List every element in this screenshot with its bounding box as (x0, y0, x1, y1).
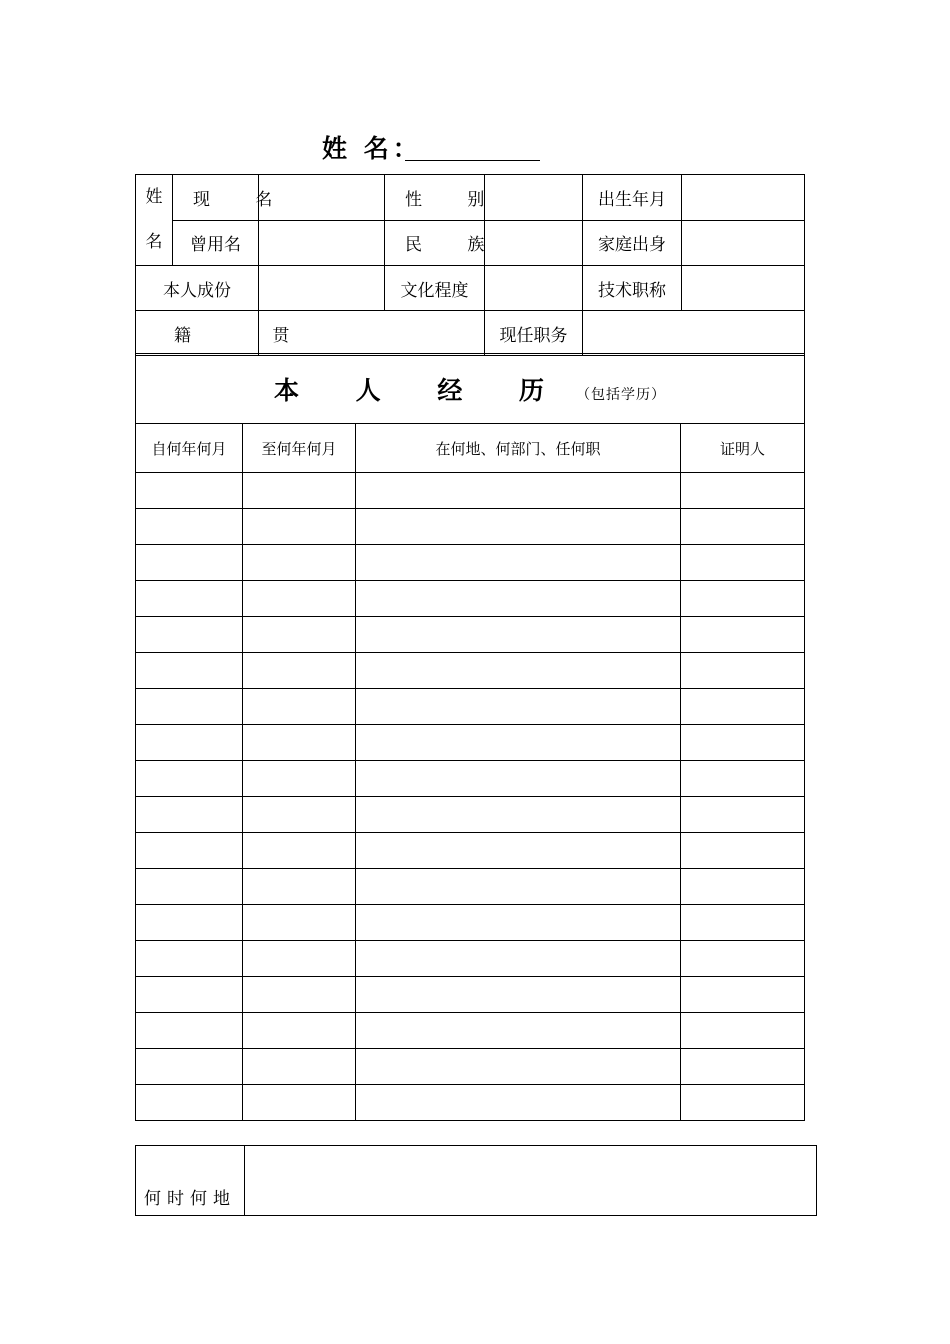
table-row (136, 545, 805, 581)
witness-cell[interactable] (681, 761, 805, 797)
to-cell[interactable] (243, 545, 356, 581)
place-dept-position-cell[interactable] (356, 1013, 681, 1049)
from-cell[interactable] (136, 941, 243, 977)
witness-cell[interactable] (681, 545, 805, 581)
place-dept-position-cell[interactable] (356, 581, 681, 617)
col-header-to: 至何年何月 (243, 424, 356, 473)
table-row (136, 1013, 805, 1049)
name-group-char-2: 名 (145, 232, 163, 252)
from-cell[interactable] (136, 1085, 243, 1121)
ethnicity-label: 民 族 (385, 220, 485, 266)
personal-status-label: 本人成份 (136, 266, 259, 311)
witness-cell[interactable] (681, 1085, 805, 1121)
education-label: 文化程度 (385, 266, 485, 311)
table-row (136, 977, 805, 1013)
witness-cell[interactable] (681, 689, 805, 725)
from-cell[interactable] (136, 977, 243, 1013)
from-cell[interactable] (136, 509, 243, 545)
to-cell[interactable] (243, 1085, 356, 1121)
table-row (136, 725, 805, 761)
place-dept-position-cell[interactable] (356, 797, 681, 833)
witness-cell[interactable] (681, 473, 805, 509)
history-note: （包括学历） (576, 386, 667, 403)
family-origin-label: 家庭出身 (583, 220, 682, 266)
to-cell[interactable] (243, 941, 356, 977)
place-dept-position-cell[interactable] (356, 653, 681, 689)
col-header-place-dept-position: 在何地、何部门、任何职 (356, 424, 681, 473)
when-where-field[interactable] (245, 1146, 817, 1216)
history-rows (136, 473, 805, 1121)
current-position-label: 现任职务 (485, 311, 583, 356)
place-dept-position-cell[interactable] (356, 1049, 681, 1085)
witness-cell[interactable] (681, 653, 805, 689)
history-title: 本 人 经 历 (273, 375, 569, 405)
page-title: 姓 名： (322, 134, 422, 163)
when-where-label: 何时何地 (136, 1146, 245, 1216)
native-place-label: 籍 贯 (136, 311, 259, 356)
from-cell[interactable] (136, 545, 243, 581)
to-cell[interactable] (243, 725, 356, 761)
from-cell[interactable] (136, 833, 243, 869)
col-header-witness: 证明人 (681, 424, 805, 473)
place-dept-position-cell[interactable] (356, 509, 681, 545)
when-where-table (135, 1145, 817, 1216)
witness-cell[interactable] (681, 617, 805, 653)
table-row (136, 1049, 805, 1085)
table-row (136, 1085, 805, 1121)
current-name-label: 现 名 (173, 175, 259, 221)
table-row (136, 473, 805, 509)
table-row (136, 869, 805, 905)
place-dept-position-cell[interactable] (356, 977, 681, 1013)
from-cell[interactable] (136, 581, 243, 617)
to-cell[interactable] (243, 977, 356, 1013)
to-cell[interactable] (243, 1013, 356, 1049)
place-dept-position-cell[interactable] (356, 905, 681, 941)
from-cell[interactable] (136, 725, 243, 761)
to-cell[interactable] (243, 797, 356, 833)
birth-date-field[interactable] (682, 175, 805, 221)
to-cell[interactable] (243, 1049, 356, 1085)
witness-cell[interactable] (681, 797, 805, 833)
place-dept-position-cell[interactable] (356, 761, 681, 797)
family-origin-field[interactable] (682, 220, 805, 266)
to-cell[interactable] (243, 509, 356, 545)
to-cell[interactable] (243, 617, 356, 653)
table-row (136, 581, 805, 617)
former-name-label: 曾用名 (173, 220, 259, 266)
gender-label: 性 别 (385, 175, 485, 221)
place-dept-position-cell[interactable] (356, 1085, 681, 1121)
to-cell[interactable] (243, 689, 356, 725)
history-section-header (136, 354, 805, 424)
place-dept-position-cell[interactable] (356, 473, 681, 509)
history-table (135, 353, 805, 1121)
witness-cell[interactable] (681, 1049, 805, 1085)
from-cell[interactable] (136, 1013, 243, 1049)
place-dept-position-cell[interactable] (356, 689, 681, 725)
from-cell[interactable] (136, 869, 243, 905)
name-underline-field[interactable] (405, 160, 540, 161)
table-row (136, 941, 805, 977)
to-cell[interactable] (243, 833, 356, 869)
table-row (136, 761, 805, 797)
witness-cell[interactable] (681, 509, 805, 545)
current-position-field[interactable] (583, 311, 805, 356)
birth-date-label: 出生年月 (583, 175, 682, 221)
table-row (136, 617, 805, 653)
tech-title-field[interactable] (682, 266, 805, 311)
witness-cell[interactable] (681, 725, 805, 761)
name-group-char-1: 姓 (145, 187, 163, 207)
table-row (136, 509, 805, 545)
witness-cell[interactable] (681, 833, 805, 869)
from-cell[interactable] (136, 689, 243, 725)
from-cell[interactable] (136, 617, 243, 653)
to-cell[interactable] (243, 905, 356, 941)
place-dept-position-cell[interactable] (356, 869, 681, 905)
basic-info-table (135, 174, 805, 356)
table-row (136, 905, 805, 941)
witness-cell[interactable] (681, 1013, 805, 1049)
education-field[interactable] (485, 266, 583, 311)
from-cell[interactable] (136, 797, 243, 833)
from-cell[interactable] (136, 1049, 243, 1085)
table-row (136, 833, 805, 869)
witness-cell[interactable] (681, 941, 805, 977)
witness-cell[interactable] (681, 905, 805, 941)
from-cell[interactable] (136, 761, 243, 797)
witness-cell[interactable] (681, 869, 805, 905)
table-row (136, 653, 805, 689)
place-dept-position-cell[interactable] (356, 833, 681, 869)
place-dept-position-cell[interactable] (356, 617, 681, 653)
to-cell[interactable] (243, 473, 356, 509)
col-header-from: 自何年何月 (136, 424, 243, 473)
from-cell[interactable] (136, 905, 243, 941)
tech-title-label: 技术职称 (583, 266, 682, 311)
to-cell[interactable] (243, 581, 356, 617)
former-name-field[interactable] (259, 220, 385, 266)
to-cell[interactable] (243, 761, 356, 797)
table-row (136, 689, 805, 725)
place-dept-position-cell[interactable] (356, 725, 681, 761)
place-dept-position-cell[interactable] (356, 545, 681, 581)
place-dept-position-cell[interactable] (356, 941, 681, 977)
from-cell[interactable] (136, 473, 243, 509)
from-cell[interactable] (136, 653, 243, 689)
to-cell[interactable] (243, 653, 356, 689)
to-cell[interactable] (243, 869, 356, 905)
witness-cell[interactable] (681, 581, 805, 617)
name-group-label (136, 175, 173, 266)
witness-cell[interactable] (681, 977, 805, 1013)
table-row (136, 797, 805, 833)
personal-status-field[interactable] (259, 266, 385, 311)
